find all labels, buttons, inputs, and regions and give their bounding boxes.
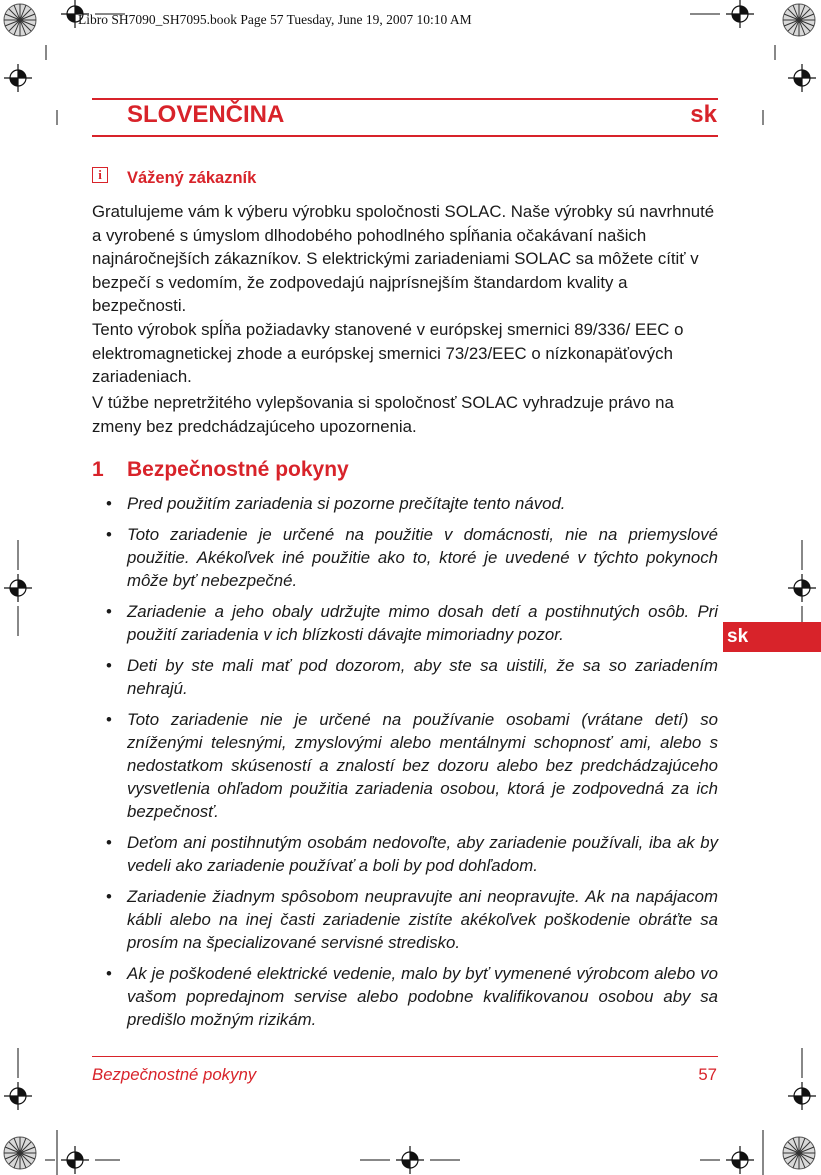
list-item: • Zariadenie žiadnym spôsobom neupravujte ani neopravujte. Ak na napájacom kábli alebo na inej časti zariadenie zistíte akékoľvek poškodenie obráťte sa prosím na špecializované servisné stredisko. — [106, 887, 718, 952]
list-item: • Deti by ste mali mať pod dozorom, aby ste sa uistili, že sa so zariadením nehrajú. — [106, 656, 718, 698]
improvement-paragraph: V túžbe nepretržitého vylepšovania si spoločnosť SOLAC vyhradzuje právo na zmeny bez predchádzajúceho upozornenia. — [92, 393, 674, 436]
list-item: • Ak je poškodené elektrické vedenie, malo by byť vymenené výrobcom alebo vo vašom popredajnom servise alebo podobne kvalifikovanou osobou aby sa predišlo možným rizikám. — [106, 964, 718, 1029]
bullet-icon: • — [106, 494, 112, 513]
bullet-icon: • — [106, 964, 112, 983]
section-title: Bezpečnostné pokyny — [127, 458, 349, 481]
language-code: sk — [690, 101, 717, 128]
directive-paragraph: Tento výrobok spĺňa požiadavky stanovené v európskej smernici 89/336/ EEC o elektromagnetickej zhode a európskej smernici 73/23/EEC o nízkonapäťových zariadeniach. — [92, 320, 684, 386]
safety-instructions-list — [0, 492, 718, 1039]
bullet-icon: • — [106, 602, 112, 621]
bullet-icon: • — [106, 833, 112, 852]
list-item: • Zariadenie a jeho obaly udržujte mimo dosah detí a postihnutých osôb. Pri použití zariadenia v ich blízkosti dávajte mimoriadny pozor. — [106, 602, 718, 644]
footer-rule — [92, 1056, 718, 1057]
section-number: 1 — [92, 458, 104, 481]
footer-section-name: Bezpečnostné pokyny — [92, 1065, 257, 1084]
language-side-tab: sk — [723, 622, 821, 652]
top-rule — [92, 98, 718, 100]
bullet-icon: • — [106, 710, 112, 729]
greeting-title: Vážený zákazník — [127, 169, 257, 187]
title-underline — [92, 135, 718, 137]
bullet-icon: • — [106, 656, 112, 675]
bullet-icon: • — [106, 525, 112, 544]
list-item: • Pred použitím zariadenia si pozorne prečítajte tento návod. — [106, 494, 566, 513]
page-number: 57 — [698, 1065, 717, 1084]
language-title: SLOVENČINA — [127, 101, 285, 128]
print-header-info: Libro SH7090_SH7095.book Page 57 Tuesday, June 19, 2007 10:10 AM — [78, 12, 472, 27]
list-item: • Deťom ani postihnutým osobám nedovoľte, aby zariadenie používali, iba ak by vedeli ako zariadenie používať a boli by pod dohľadom. — [106, 833, 718, 875]
list-item: • Toto zariadenie nie je určené na používanie osobami (vrátane detí) so zníženými telesnými, zmyslovými alebo mentálnymi schopnosť ami, alebo s nedostatkom skúseností a znalostí bez dozoru alebo bez predchádzajúceho vysvetlenia ohľadom použitia zariadenia osobou, ktorá je zodpovedná za ich bezpečnosť. — [106, 710, 718, 821]
info-icon: i — [92, 167, 108, 183]
list-item: • Toto zariadenie je určené na použitie v domácnosti, nie na priemyslové použitie. Akékoľvek iné použitie ako to, ktoré je uvedené v týchto pokynoch môže byť nebezpečné. — [106, 525, 718, 590]
intro-paragraph: Gratulujeme vám k výberu výrobku spoločnosti SOLAC. Naše výrobky sú navrhnuté a vyrobené s úmyslom dlhodobého pohodlného spĺňania očakávaní našich najnáročnejších zákazníkov. S elektrickými zariadeniami SOLAC sa môžete cítiť v bezpečí s vedomím, že zodpovedajú najprísnejším štandardom kvality a bezpečnosti. — [92, 202, 715, 315]
bullet-icon: • — [106, 887, 112, 906]
